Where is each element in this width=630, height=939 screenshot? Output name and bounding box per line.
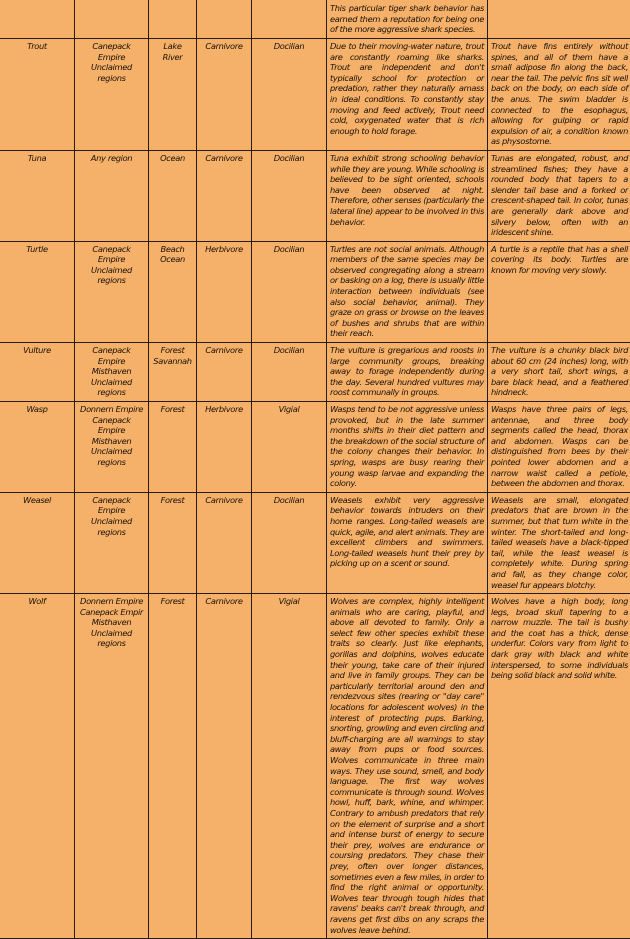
- table-row: [0, 343, 630, 402]
- behavior-cell: Tuna exhibit strong schooling behavior while they are young. While schooling is believed to be sight oriented, schools have been observed at night. Therefore, other senses (particularly the lateral line) appear to be involved in this behavior.: [327, 150, 488, 241]
- diet-cell: Carnivore: [197, 492, 252, 593]
- appearance-cell: [488, 0, 630, 39]
- regions-cell: [75, 594, 149, 939]
- animal-name-cell: [0, 0, 75, 39]
- region: Canepack Empire: [78, 244, 145, 265]
- temperament-cell: Vigial: [252, 594, 327, 939]
- habitat: Forest: [152, 345, 193, 356]
- temperament-cell: Docilian: [252, 150, 327, 241]
- habitat: Ocean: [152, 153, 193, 164]
- behavior-cell: Wolves are complex, highly intelligent animals who are caring, playful, and above all devoted to family. Only a select few other species exhibit these traits so clearly. Just like elephants, gorillas and dolphins, wolves educate their young, take care of their injured and live in family groups. They can be particularly territorial around den and rendezvous sites (rearing or "day care" locations for adolescent wolves) in the interest of protecting pups. Barking, snorting, growling and even circling and bluff-charging are all warnings to stay away from pups or food sources. Wolves communicate in three main ways. They use sound, smell, and body language. The first way wolves communicate is through sound. Wolves howl, huff, bark, whine, and whimper. Contrary to ambush predators that rely on the element of surprise and a short and intense burst of energy to secure their prey, wolves are endurance or coursing predators. They chase their prey, often over longer distances, sometimes even a few miles, in order to find the right animal or opportunity. Wolves tear through tough hides that ravens' beaks can't break through, and ravens get first dibs on any scraps the wolves leave behind.: [327, 594, 488, 939]
- region: Unclaimed regions: [78, 62, 145, 83]
- regions-cell: [75, 402, 149, 493]
- diet-cell: Herbivore: [197, 241, 252, 342]
- diet-cell: Carnivore: [197, 343, 252, 402]
- animal-name-cell: Wasp: [0, 402, 75, 493]
- habitat-cell: [149, 343, 197, 402]
- behavior-cell: Wasps tend to be not aggressive unless provoked, but in the late summer months shifts in their diet pattern and the breakdown of the social structure of the colony changes their behavior. In spring, wasps are busy rearing their young wasp larvae and expanding the colony.: [327, 402, 488, 493]
- region: Unclaimed regions: [78, 628, 145, 649]
- habitat: Lake: [152, 41, 193, 52]
- habitat: Forest: [152, 596, 193, 607]
- region: Donnern Empire: [78, 596, 145, 607]
- behavior-cell: Turtles are not social animals. Although members of the same species may be observed congregating along a stream or basking on a log, there is usually little interaction between individuals (see also social behavior, animal). They graze on grass or browse on the leaves of bushes and shrubs that are within their reach.: [327, 241, 488, 342]
- habitat-cell: [149, 0, 197, 39]
- appearance-cell: The vulture is a chunky black bird about 60 cm (24 inches) long, with a very short tail, short wings, a bare black head, and a feathered hindneck.: [488, 343, 630, 402]
- region: Unclaimed regions: [78, 377, 145, 398]
- diet-cell: Carnivore: [197, 39, 252, 151]
- region: Unclaimed regions: [78, 265, 145, 286]
- appearance-cell: Trout have fins entirely without spines, and all of them have a small adipose fin along the back, near the tail. The pelvic fins sit well back on the body, on each side of the anus. The swim bladder is connected to the esophagus, allowing for gulping or rapid expulsion of air, a condition known as physostome.: [488, 39, 630, 151]
- animal-name-cell: Tuna: [0, 150, 75, 241]
- habitat-cell: [149, 241, 197, 342]
- regions-cell: [75, 0, 149, 39]
- behavior-cell: Weasels exhibit very aggressive behavior towards intruders on their home ranges. Long-tailed weasels are quick, agile, and alert animals. They are excellent climbers and swimmers. Long-tailed weasels hunt their prey by picking up on a scent or sound.: [327, 492, 488, 593]
- table-row: [0, 0, 630, 39]
- diet-cell: Carnivore: [197, 594, 252, 939]
- behavior-cell: This particular tiger shark behavior has earned them a reputation for being one of the more aggressive shark species.: [327, 0, 488, 39]
- animal-name-cell: Wolf: [0, 594, 75, 939]
- regions-cell: [75, 39, 149, 151]
- table-row: [0, 594, 630, 939]
- region: Unclaimed regions: [78, 516, 145, 537]
- behavior-cell: The vulture is gregarious and roosts in large community groups, breaking away to forage independently during the day. Several hundred vultures may roost communally in groups.: [327, 343, 488, 402]
- habitat: Beach: [152, 244, 193, 255]
- diet-cell: [197, 0, 252, 39]
- region: Misthaven: [78, 617, 145, 628]
- habitat: Ocean: [152, 254, 193, 265]
- table-row: [0, 150, 630, 241]
- region: Any region: [78, 153, 145, 164]
- habitat: River: [152, 52, 193, 63]
- animal-name-cell: Weasel: [0, 492, 75, 593]
- region: Canepack Empire: [78, 495, 145, 516]
- animal-name-cell: Trout: [0, 39, 75, 151]
- region: Misthaven: [78, 436, 145, 447]
- appearance-cell: Weasels are small, elongated predators that are brown in the summer, but that turn white in the winter. The short-tailed and long-tailed weasels have a black-tipped tail, while the least weasel is completely white. During spring and fall, as they change color, weasel fur appears blotchy.: [488, 492, 630, 593]
- region: Donnern Empire: [78, 404, 145, 415]
- habitat: Forest: [152, 404, 193, 415]
- table-row: [0, 492, 630, 593]
- table-row: [0, 402, 630, 493]
- habitat: Forest: [152, 495, 193, 506]
- table-row: [0, 241, 630, 342]
- appearance-cell: A turtle is a reptile that has a shell covering its body. Turtles are known for moving very slowly.: [488, 241, 630, 342]
- appearance-cell: Tunas are elongated, robust, and streamlined fishes; they have a rounded body that tapers to a slender tail base and a forked or crescent-shaped tail. In color, tunas are generally dark above and silvery below, often with an iridescent shine.: [488, 150, 630, 241]
- temperament-cell: [252, 0, 327, 39]
- temperament-cell: Docilian: [252, 343, 327, 402]
- habitat-cell: [149, 39, 197, 151]
- habitat-cell: [149, 492, 197, 593]
- region: Canepack Empire: [78, 415, 145, 436]
- region: Canepack Empire: [78, 41, 145, 62]
- habitat-cell: [149, 402, 197, 493]
- appearance-cell: Wasps have three pairs of legs, antennae, and three body segments called the head, thorax and abdomen. Wasps can be distinguished from bees by their pointed lower abdomen and a narrow waist called a petiole, between the abdomen and thorax.: [488, 402, 630, 493]
- temperament-cell: Docilian: [252, 492, 327, 593]
- habitat-cell: [149, 150, 197, 241]
- animal-name-cell: Vulture: [0, 343, 75, 402]
- region: Canepack Empire: [78, 345, 145, 366]
- habitat-cell: [149, 594, 197, 939]
- regions-cell: [75, 241, 149, 342]
- temperament-cell: Docilian: [252, 241, 327, 342]
- region: Unclaimed regions: [78, 446, 145, 467]
- table-row: [0, 39, 630, 151]
- animal-name-cell: Turtle: [0, 241, 75, 342]
- regions-cell: [75, 492, 149, 593]
- habitat: Savannah: [152, 356, 193, 367]
- region: Canepack Empir: [78, 607, 145, 618]
- behavior-cell: Due to their moving-water nature, trout are constantly roaming like sharks. Trout are independent and don't typically school for protection or predation, rather they naturally amass in ideal conditions. To constantly stay moving and feed actively, Trout need cold, oxygenated water that is rich enough to hold forage.: [327, 39, 488, 151]
- regions-cell: [75, 150, 149, 241]
- temperament-cell: Vigial: [252, 402, 327, 493]
- diet-cell: Herbivore: [197, 402, 252, 493]
- region: Misthaven: [78, 366, 145, 377]
- temperament-cell: Docilian: [252, 39, 327, 151]
- diet-cell: Carnivore: [197, 150, 252, 241]
- appearance-cell: Wolves have a high body, long legs, broad skull tapering to a narrow muzzle. The tail is bushy and the coat has a thick, dense underfur. Colors vary from light to dark gray with black and white interspersed, to some individuals being solid black and solid white.: [488, 594, 630, 939]
- regions-cell: [75, 343, 149, 402]
